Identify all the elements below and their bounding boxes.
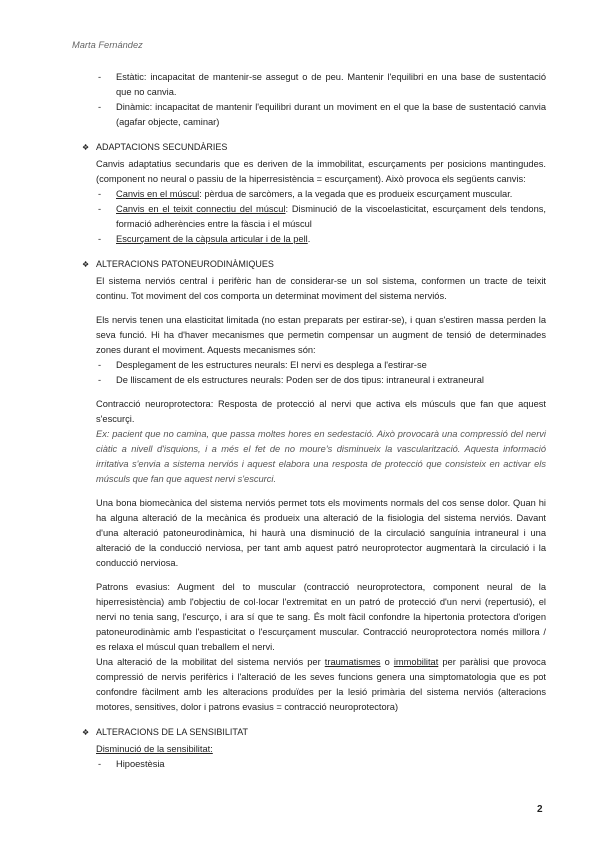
sensibilitat-list: [96, 757, 546, 772]
section-heading-sensibilitat: [82, 725, 546, 740]
underlined-term: Canvis en el teixit connectiu del múscul: [116, 204, 286, 214]
list-item: [96, 70, 546, 100]
dash-icon: -: [98, 72, 102, 82]
list-item: [96, 757, 546, 772]
section-heading-patoneuro: [82, 257, 546, 272]
intro-list: [96, 70, 546, 130]
dash-icon: -: [98, 204, 102, 214]
text-run: o: [380, 657, 394, 667]
subheading: Disminució de la sensibilitat:: [96, 744, 213, 754]
dash-icon: -: [98, 360, 102, 370]
underlined-term: immobilitat: [393, 657, 439, 667]
list-item-text: Dinàmic: incapacitat de mantenir l'equilibri durant un moviment en el que la base de sustentació canvia (agafar objecte, caminar): [116, 102, 546, 127]
list-item-text: Estàtic: incapacitat de mantenir-se assegut o de peu. Mantenir l'equilibri en una base de sustentació que no canvia.: [116, 72, 546, 97]
paragraph: Una bona biomecànica del sistema nerviós permet tots els moviments normals del cos sense dolor. Quan hi ha alguna alteració de la mecànica és produeix una alteració de la fisiologia del sistema nerviós. Davant d'una alteració patoneurodinàmica, hi haurà una disminució de la circulació sanguínia intraneural i una alteració de la conducció nerviosa, per tant amb aquest patró neuroprotector augmentarà la circulació i la conducció nerviosa.: [96, 498, 546, 568]
paragraph: El sistema nerviós central i perifèric han de considerar-se un sol sistema, conformen un tracte de teixit continu. Tot moviment del cos comporta un determinat moviment del sistema nerviós.: [96, 276, 546, 301]
diamond-bullet-icon: ❖: [82, 728, 90, 737]
list-item: [96, 358, 546, 373]
dash-icon: -: [98, 189, 102, 199]
document-body: [82, 70, 547, 772]
list-item: [96, 187, 546, 202]
dash-icon: -: [98, 102, 102, 112]
dash-icon: -: [98, 375, 102, 385]
list-item-text: Hipoestèsia: [116, 759, 165, 769]
dash-icon: -: [98, 759, 102, 769]
list-item-text: : pèrdua de sarcòmers, a la vegada que es produeix escurçament muscular.: [199, 189, 513, 199]
list-item: [96, 373, 546, 388]
list-item-text: Desplegament de les estructures neurals: El nervi es desplega a l'estirar-se: [116, 360, 427, 370]
mecanismes-list: [96, 358, 546, 388]
list-item-text: .: [307, 234, 311, 244]
text-run: per paràlisi que provoca compressió de nervis perifèrics i l'alteració de les seves funcions genera una simptomatologia que es pot confondre fàcilment amb les alteracions produïdes per la lesió primària del sistema nerviós (alteracions motores, sensitives, dolor i patrons evasius = contracció neuroprotectora): [96, 657, 547, 712]
paragraph: Els nervis tenen una elasticitat limitada (no estan preparats per estirar-se), i quan s'estiren massa perden la seva funció. Hi ha d'haver mecanismes que permetin compensar un augment de tensió de determinades zones durant el moviment. Aquests mecanismes són:: [96, 315, 546, 355]
page-number: 2: [537, 804, 543, 815]
dash-icon: -: [98, 234, 102, 244]
diamond-bullet-icon: ❖: [82, 143, 90, 152]
paragraph: Contracció neuroprotectora: Resposta de protecció al nervi que activa els músculs que fan que aquest s'escurçi.: [96, 399, 546, 424]
list-item: [96, 232, 546, 247]
text-run: Una alteració de la mobilitat del sistema nerviós per: [96, 657, 325, 667]
example-paragraph: Ex: pacient que no camina, que passa moltes hores en sedestació. Això provocarà una compressió del nervi ciàtic a nivell d'isquions, i a més el fet de no moure's disminueix la vascularització. Aquesta informació irritativa s'envia a sistema nerviós i aquest elabora una resposta de protecció que consisteix en activar els músculs que fan que aquest nervi s'escurci.: [96, 429, 546, 484]
section-title: ADAPTACIONS SECUNDÀRIES: [96, 142, 228, 152]
paragraph: Canvis adaptatius secundaris que es deriven de la immobilitat, escurçaments per posicions mantingudes. (component no neural o passiu de la hiperresistència = escurçament). Això provoca els següents canvis:: [96, 159, 546, 184]
diamond-bullet-icon: ❖: [82, 260, 90, 269]
section-heading-adaptacions: [82, 140, 546, 155]
list-item: [96, 100, 546, 130]
underlined-term: Canvis en el múscul: [116, 189, 200, 199]
list-item: [96, 202, 546, 232]
paragraph: [96, 655, 546, 715]
section-title: ALTERACIONS PATONEURODINÀMIQUES: [96, 259, 274, 269]
paragraph: Patrons evasius: Augment del to muscular (contracció neuroprotectora, component neural de la hiperresistència) amb l'objectiu de col·locar l'extremitat en un patró de protecció d'un nervi (repertusió), el nervi no tenia sang, l'escurço, i ara sí que te sang. És molt fàcil confondre la hipertonia protectora d'origen patoneurodinàmic amb l'espasticitat o l'escurçament muscular. Contracció neuroprotectora només millora / es relaxa el múscul quan treballem el nervi.: [96, 582, 546, 652]
adaptacions-list: [96, 187, 546, 247]
section-title: ALTERACIONS DE LA SENSIBILITAT: [96, 727, 249, 737]
underlined-term: traumatismes: [324, 657, 381, 667]
header-author: Marta Fernández: [72, 40, 143, 50]
list-item-text: De lliscament de els estructures neurals: Poden ser de dos tipus: intraneural i extraneural: [116, 375, 484, 385]
list-item-text: : Disminució de la viscoelasticitat, escurçament dels tendons, formació adherències entre la fàscia i el múscul: [116, 204, 546, 229]
underlined-term: Escurçament de la càpsula articular i de la pell: [116, 234, 308, 244]
